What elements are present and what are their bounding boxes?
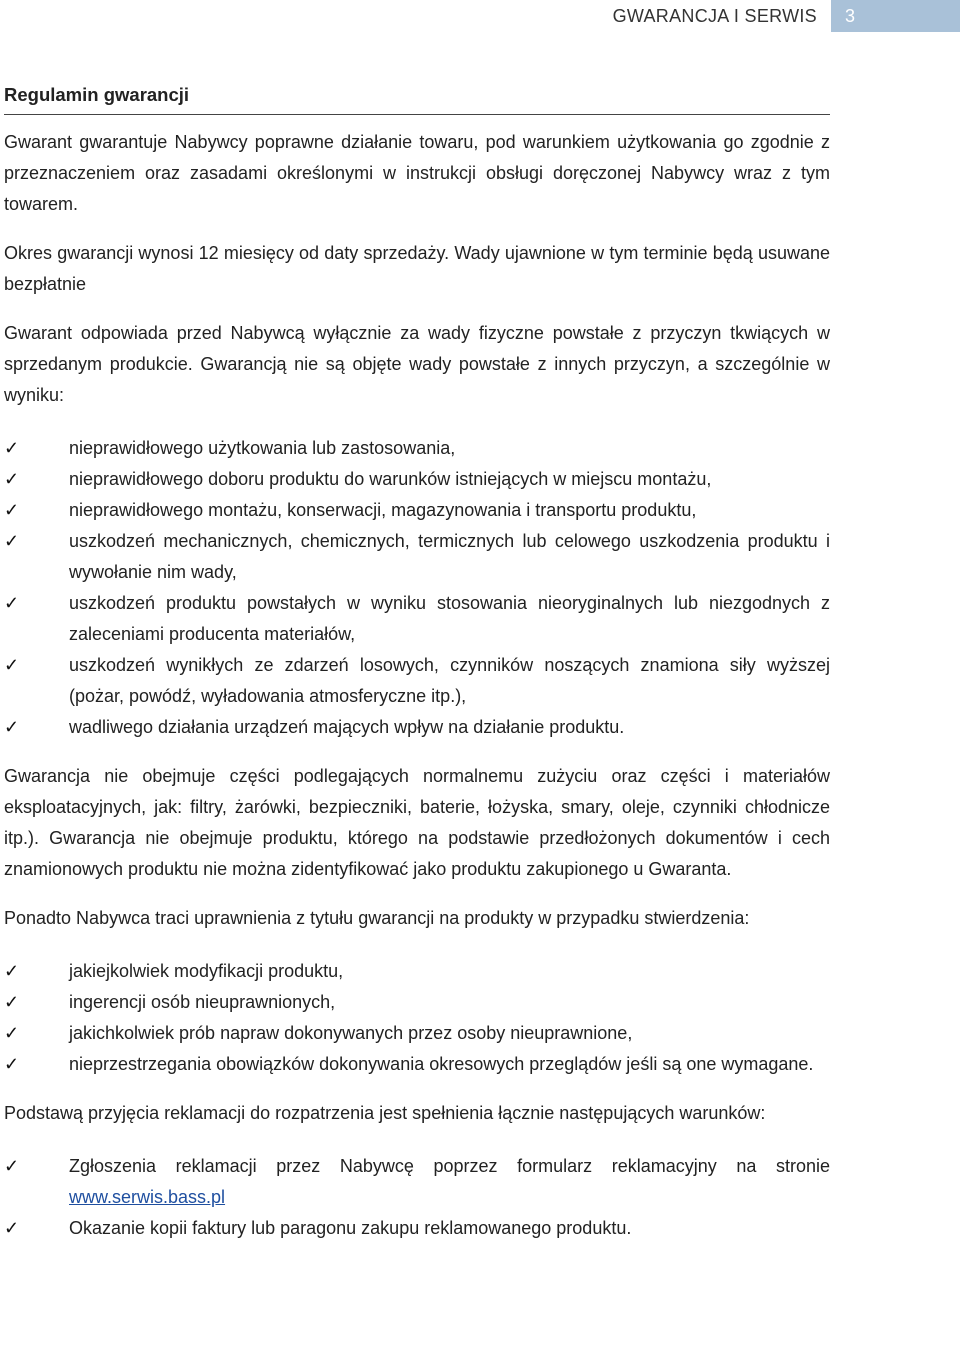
check-mark-icon: ✓ xyxy=(4,717,20,737)
check-mark-icon: ✓ xyxy=(4,1156,20,1176)
check-mark-icon: ✓ xyxy=(4,961,20,981)
list-item xyxy=(4,1018,830,1049)
list-item xyxy=(4,1049,830,1080)
paragraph: Okres gwarancji wynosi 12 miesięcy od daty sprzedaży. Wady ujawnione w tym terminie będą usuwane bezpłatnie xyxy=(4,243,830,294)
list-item-text: nieprawidłowego montażu, konserwacji, magazynowania i transportu produktu, xyxy=(69,500,697,520)
check-mark-icon: ✓ xyxy=(4,593,20,613)
list-item-text: ingerencji osób nieuprawnionych, xyxy=(69,992,336,1012)
list-item xyxy=(4,526,830,588)
list-item xyxy=(4,433,830,464)
check-mark-icon: ✓ xyxy=(4,655,20,675)
header-title: GWARANCJA I SERWIS xyxy=(612,5,817,26)
check-mark-icon: ✓ xyxy=(4,531,20,551)
list-item xyxy=(4,1151,830,1213)
conditions-list xyxy=(4,1151,830,1244)
service-website-link[interactable]: www.serwis.bass.pl xyxy=(69,1187,226,1207)
list-item xyxy=(4,495,830,526)
list-item xyxy=(4,588,830,650)
check-mark-icon: ✓ xyxy=(4,438,20,458)
list-item xyxy=(4,650,830,712)
list-item-text: nieprzestrzegania obowiązków dokonywania okresowych przeglądów jeśli są one wymagane. xyxy=(69,1054,814,1074)
loss-of-rights-list xyxy=(4,956,830,1080)
list-item-text: uszkodzeń mechanicznych, chemicznych, termicznych lub celowego uszkodzenia produktu i wywołanie nim wady, xyxy=(69,531,830,582)
list-item xyxy=(4,956,830,987)
list-item-text: jakiejkolwiek modyfikacji produktu, xyxy=(69,961,344,981)
paragraph: Gwarancja nie obejmuje części podlegających normalnemu zużyciu oraz części i materiałów eksploatacyjnych, jak: filtry, żarówki, bezpieczniki, baterie, łożyska, smary, oleje, czynniki chłodnicze itp.). Gwarancja nie obejmuje produktu, którego na podstawie przedłożonych dokumentów i cech znamionowych produktu nie można zidentyfikować jako produktu zakupionego u Gwaranta. xyxy=(4,766,830,879)
page-number-badge: 3 xyxy=(831,0,960,32)
paragraph: Ponadto Nabywca traci uprawnienia z tytułu gwarancji na produkty w przypadku stwierdzenia: xyxy=(4,908,750,928)
paragraph: Podstawą przyjęcia reklamacji do rozpatrzenia jest spełnienia łącznie następujących warunków: xyxy=(4,1103,766,1123)
paragraph: Gwarant gwarantuje Nabywcy poprawne działanie towaru, pod warunkiem użytkowania go zgodnie z przeznaczeniem oraz zasadami określonymi w instrukcji obsługi doręczonej Nabywcy wraz z tym towarem. xyxy=(4,132,830,214)
section-title: Regulamin gwarancji xyxy=(4,80,830,115)
check-mark-icon: ✓ xyxy=(4,1054,20,1074)
list-item-text: jakichkolwiek prób napraw dokonywanych przez osoby nieuprawnione, xyxy=(69,1023,633,1043)
list-item xyxy=(4,712,830,743)
check-mark-icon: ✓ xyxy=(4,500,20,520)
check-mark-icon: ✓ xyxy=(4,1023,20,1043)
check-mark-icon: ✓ xyxy=(4,1218,20,1238)
check-mark-icon: ✓ xyxy=(4,469,20,489)
page-header xyxy=(613,0,960,32)
list-item xyxy=(4,1213,830,1244)
exclusions-list xyxy=(4,433,830,743)
list-item xyxy=(4,464,830,495)
list-item-text: Okazanie kopii faktury lub paragonu zakupu reklamowanego produktu. xyxy=(69,1218,632,1238)
check-mark-icon: ✓ xyxy=(4,992,20,1012)
document-body xyxy=(4,80,830,1262)
paragraph: Gwarant odpowiada przed Nabywcą wyłącznie za wady fizyczne powstałe z przyczyn tkwiących w sprzedanym produkcie. Gwarancją nie są objęte wady powstałe z innych przyczyn, a szczególnie w wyniku: xyxy=(4,323,830,405)
list-item-text: wadliwego działania urządzeń mających wpływ na działanie produktu. xyxy=(69,717,625,737)
list-item xyxy=(4,987,830,1018)
list-item-text: uszkodzeń wynikłych ze zdarzeń losowych, czynników noszących znamiona siły wyższej (pożar, powódź, wyładowania atmosferyczne itp.), xyxy=(69,655,830,706)
list-item-text: Zgłoszenia reklamacji przez Nabywcę poprzez formularz reklamacyjny na stronie xyxy=(69,1156,830,1176)
list-item-text: nieprawidłowego użytkowania lub zastosowania, xyxy=(69,438,456,458)
list-item-text: nieprawidłowego doboru produktu do warunków istniejących w miejscu montażu, xyxy=(69,469,712,489)
list-item-text: uszkodzeń produktu powstałych w wyniku stosowania nieoryginalnych lub niezgodnych z zaleceniami producenta materiałów, xyxy=(69,593,830,644)
